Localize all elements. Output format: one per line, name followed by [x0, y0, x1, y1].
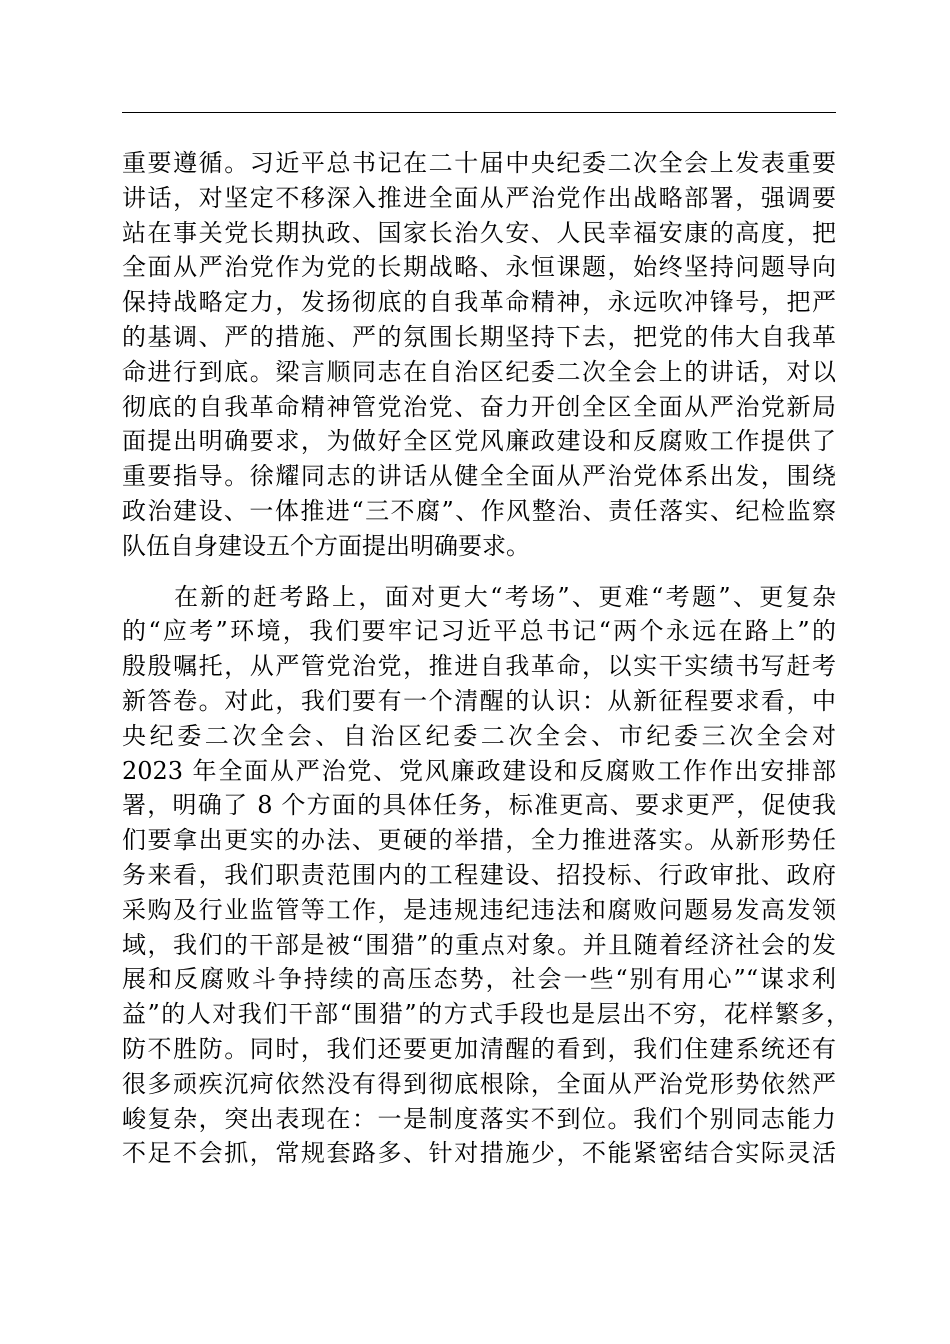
text-line: 新答卷。对此，我们要有一个清醒的认识：从新征程要求看，中 [122, 686, 836, 715]
document-body [122, 146, 852, 1171]
text-line: 峻复杂，突出表现在：一是制度落实不到位。我们个别同志能力 [122, 1104, 836, 1133]
text-line: 署，明确了 8 个方面的具体任务，标准更高、要求更严，促使我 [122, 791, 836, 820]
paragraph-1 [122, 146, 852, 564]
text-line: 们要拿出更实的办法、更硬的举措，全力推进落实。从新形势任 [122, 826, 836, 855]
text-line: 重要遵循。习近平总书记在二十届中央纪委二次全会上发表重要 [122, 149, 836, 177]
text-line: 重要指导。徐耀同志的讲话从健全全面从严治党体系出发，围绕 [122, 462, 836, 491]
text-line: 央纪委二次全会、自治区纪委二次全会、市纪委三次全会对 [122, 721, 836, 750]
text-line: 队伍自身建设五个方面提出明确要求。 [122, 531, 530, 560]
text-line: 采购及行业监管等工作，是违规违纪违法和腐败问题易发高发领 [122, 895, 836, 924]
text-line: 的“应考”环境，我们要牢记习近平总书记“两个永远在路上”的 [122, 617, 836, 646]
paragraph-2 [122, 580, 852, 1172]
text-line: 殷殷嘱托，从严管党治党，推进自我革命，以实干实绩书写赶考 [122, 652, 836, 681]
text-line: 站在事关党长期执政、国家长治久安、人民幸福安康的高度，把 [122, 218, 836, 247]
text-line: 不足不会抓，常规套路多、针对措施少，不能紧密结合实际灵活 [122, 1139, 836, 1168]
text-line: 益”的人对我们干部“围猎”的方式手段也是层出不穷，花样繁多， [122, 1000, 850, 1029]
text-line: 彻底的自我革命精神管党治党、奋力开创全区全面从严治党新局 [122, 392, 836, 421]
text-line: 域，我们的干部是被“围猎”的重点对象。并且随着经济社会的发 [122, 930, 836, 959]
text-line: 展和反腐败斗争持续的高压态势，社会一些“别有用心”“谋求利 [122, 965, 836, 994]
text-line: 保持战略定力，发扬彻底的自我革命精神，永远吹冲锋号，把严 [122, 288, 836, 317]
text-line: 命进行到底。梁言顺同志在自治区纪委二次全会上的讲话，对以 [122, 357, 836, 386]
text-line: 很多顽疾沉疴依然没有得到彻底根除，全面从严治党形势依然严 [122, 1069, 836, 1098]
text-line: 政治建设、一体推进“三不腐”、作风整治、责任落实、纪检监察 [122, 496, 836, 525]
text-line: 务来看，我们职责范围内的工程建设、招投标、行政审批、政府 [122, 860, 836, 889]
text-line: 全面从严治党作为党的长期战略、永恒课题，始终坚持问题导向 [122, 253, 836, 282]
text-line: 的基调、严的措施、严的氛围长期坚持下去，把党的伟大自我革 [122, 322, 836, 351]
text-line: 面提出明确要求，为做好全区党风廉政建设和反腐败工作提供了 [122, 427, 836, 456]
header-rule [122, 112, 836, 113]
text-line: 讲话，对坚定不移深入推进全面从严治党作出战略部署，强调要 [122, 183, 836, 212]
text-line: 2023 年全面从严治党、党风廉政建设和反腐败工作作出安排部 [122, 756, 836, 785]
text-line: 在新的赶考路上，面对更大“考场”、更难“考题”、更复杂 [174, 582, 836, 611]
text-line: 防不胜防。同时，我们还要更加清醒的看到，我们住建系统还有 [122, 1034, 836, 1063]
